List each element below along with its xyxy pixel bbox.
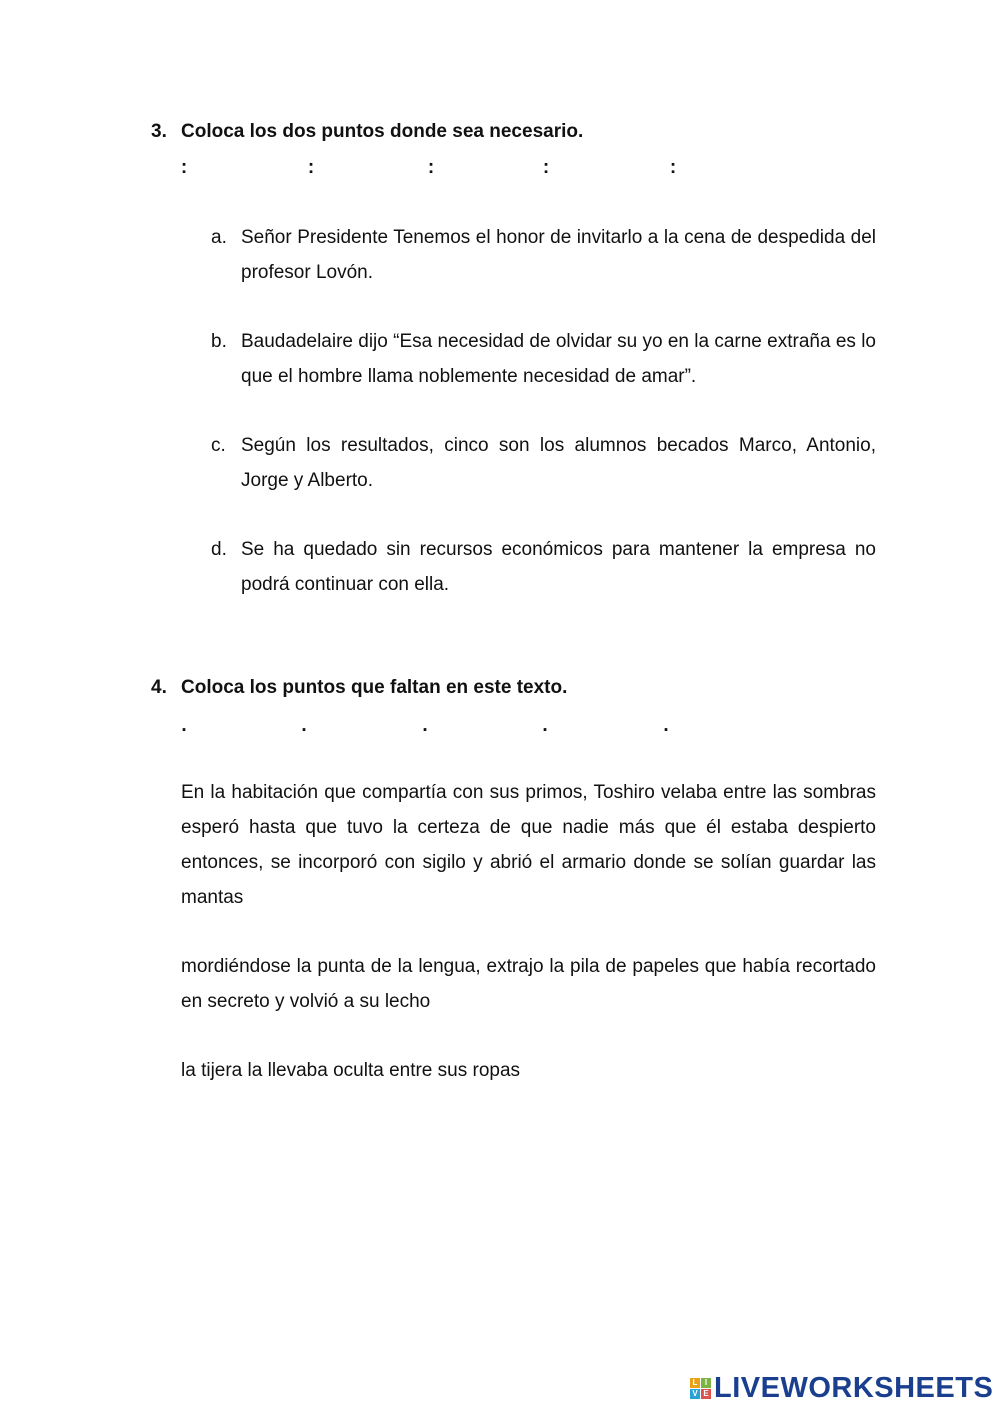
item-marker: c. <box>211 435 226 456</box>
question-3-title <box>151 121 583 143</box>
colon-token[interactable]: : <box>669 157 677 178</box>
list-item <box>211 428 876 498</box>
item-text: Según los resultados, cinco son los alumnos becados Marco, Antonio, Jorge y Alberto. <box>241 435 876 491</box>
paragraph: En la habitación que compartía con sus primos, Toshiro velaba entre las sombras esperó hasta que tuvo la certeza de que nadie más que él estaba despierto entonces, se incorporó con sigilo y abrió el armario donde se solían guardar las mantas <box>181 782 876 908</box>
colon-token[interactable]: : <box>180 157 188 178</box>
colon-token[interactable]: : <box>427 157 435 178</box>
question-4-text: Coloca los puntos que faltan en este texto. <box>181 677 568 698</box>
liveworksheets-logo <box>690 1372 993 1404</box>
period-token[interactable]: . <box>663 715 669 736</box>
period-token[interactable]: . <box>301 715 307 736</box>
period-token[interactable]: . <box>542 715 548 736</box>
logo-letter-e: E <box>701 1389 711 1399</box>
logo-letter-l: L <box>690 1378 700 1388</box>
logo-letter-i: I <box>701 1378 711 1388</box>
item-text: Se ha quedado sin recursos económicos para mantener la empresa no podrá continuar con ella. <box>241 539 876 595</box>
item-text: Baudadelaire dijo “Esa necesidad de olvidar su yo en la carne extraña es lo que el hombre llama noblemente necesidad de amar”. <box>241 331 876 387</box>
list-item <box>211 532 876 602</box>
paragraph: mordiéndose la punta de la lengua, extrajo la pila de papeles que había recortado en secreto y volvió a su lecho <box>181 956 876 1012</box>
period-token[interactable]: . <box>181 715 187 736</box>
item-marker: b. <box>211 331 227 352</box>
logo-icon <box>690 1378 711 1399</box>
colon-token[interactable]: : <box>542 157 550 178</box>
paragraph: la tijera la llevaba oculta entre sus ropas <box>181 1060 521 1081</box>
item-text: Señor Presidente Tenemos el honor de invitarlo a la cena de despedida del profesor Lovón. <box>241 227 876 283</box>
list-item <box>211 324 876 394</box>
logo-letter-v: V <box>690 1389 700 1399</box>
item-marker: a. <box>211 227 227 248</box>
question-4-number: 4. <box>151 677 167 698</box>
period-token[interactable]: . <box>422 715 428 736</box>
question-3-text: Coloca los dos puntos donde sea necesario. <box>181 121 584 142</box>
question-4-title <box>151 677 567 699</box>
colon-token[interactable]: : <box>307 157 315 178</box>
question-3-number: 3. <box>151 121 167 142</box>
item-marker: d. <box>211 539 227 560</box>
list-item <box>211 220 876 290</box>
logo-text: LIVEWORKSHEETS <box>714 1371 994 1404</box>
